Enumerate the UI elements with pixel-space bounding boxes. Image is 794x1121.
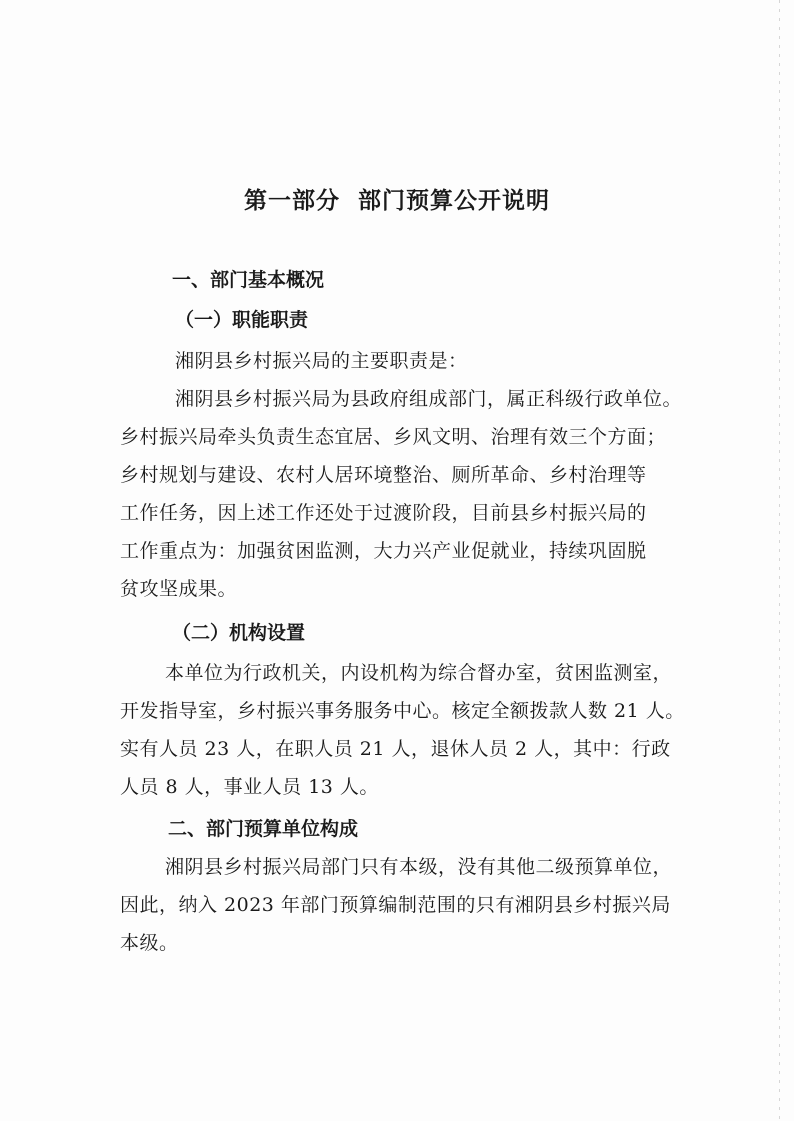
sub1-line-6: 贫攻坚成果。 (120, 578, 238, 600)
sub2-line-4: 人员 8 人，事业人员 13 人。 (120, 776, 379, 798)
sub2-line-3: 实有人员 23 人，在职人员 21 人，退休人员 2 人，其中：行政 (120, 738, 671, 760)
sub1-intro: 湘阴县乡村振兴局的主要职责是： (175, 350, 468, 372)
sub1-line-1: 湘阴县乡村振兴局为县政府组成部门，属正科级行政单位。 (175, 388, 683, 410)
section1-sub1-heading: （一）职能职责 (175, 309, 309, 331)
section2-heading: 二、部门预算单位构成 (168, 818, 359, 840)
section1-sub2-heading: （二）机构设置 (172, 622, 306, 644)
scan-edge-artifact (779, 0, 780, 1121)
section2-line-3: 本级。 (120, 932, 179, 954)
sub2-line-2: 开发指导室，乡村振兴事务服务中心。核定全额拨款人数 21 人。 (120, 700, 685, 722)
page-title: 第一部分 部门预算公开说明 (243, 188, 550, 214)
section1-heading: 一、部门基本概况 (172, 269, 325, 291)
sub2-line-1: 本单位为行政机关，内设机构为综合督办室，贫困监测室， (165, 662, 673, 684)
sub1-line-4: 工作任务，因上述工作还处于过渡阶段，目前县乡村振兴局的 (120, 502, 647, 524)
sub1-line-5: 工作重点为：加强贫困监测，大力兴产业促就业，持续巩固脱 (120, 540, 647, 562)
sub1-line-3: 乡村规划与建设、农村人居环境整治、厕所革命、乡村治理等 (120, 464, 647, 486)
section2-line-2: 因此，纳入 2023 年部门预算编制范围的只有湘阴县乡村振兴局 (120, 894, 671, 916)
section2-line-1: 湘阴县乡村振兴局部门只有本级，没有其他二级预算单位， (165, 856, 673, 878)
sub1-line-2: 乡村振兴局牵头负责生态宜居、乡风文明、治理有效三个方面； (120, 426, 667, 448)
